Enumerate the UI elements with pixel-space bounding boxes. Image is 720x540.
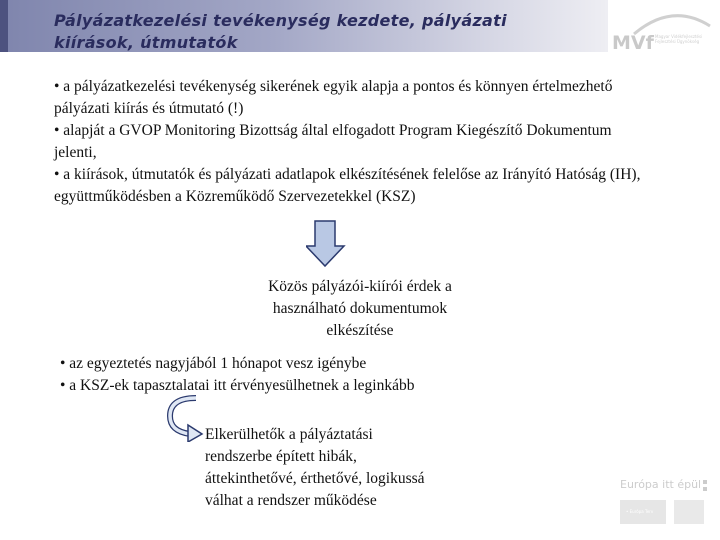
europa-badge-text: • Európa Terv xyxy=(626,509,654,514)
intro-bullets xyxy=(54,76,654,208)
center-line: használható dokumentumok xyxy=(272,300,448,317)
europa-logo-text: Európa itt épül xyxy=(620,478,702,491)
europa-squares-icon xyxy=(701,478,711,494)
center-line: Közös pályázói-kiírói érdek a xyxy=(268,278,452,295)
consultation-bullet: • az egyeztetés nagyjából 1 hónapot vesz igénybe xyxy=(60,355,367,372)
intro-bullet: • a pályázatkezelési tevékenység sikerének egyik alapja a pontos és könnyen értelmezhető pályázati kiírás és útmutató (!) xyxy=(54,78,613,117)
title-accent-bar xyxy=(0,0,8,52)
down-arrow-icon xyxy=(306,220,346,268)
outcome-line: Elkerülhetők a pályáztatási xyxy=(205,426,373,443)
slide-title: Pályázatkezelési tevékenység kezdete, pályázati kiírások, útmutatók xyxy=(54,11,507,52)
curved-arrow-icon xyxy=(166,394,206,442)
logo-mark: MVf xyxy=(612,32,654,54)
consultation-bullet: • a KSZ-ek tapasztalatai itt érvényesülhetnek a leginkább xyxy=(60,377,415,394)
common-interest-text xyxy=(220,276,500,342)
center-line: elkészítése xyxy=(326,322,394,339)
outcome-line: válhat a rendszer működése xyxy=(205,492,377,509)
intro-bullet: • alapját a GVOP Monitoring Bizottság által elfogadott Program Kiegészítő Dokumentum jelenti, xyxy=(54,122,612,161)
outcome-text xyxy=(205,424,465,512)
intro-bullet: • a kiírások, útmutatók és pályázati adatlapok elkészítésének felelőse az Irányító Hatóság (IH), együttműködésben a Közreműködő Szervezetekkel (KSZ) xyxy=(54,166,641,205)
europa-badge-secondary xyxy=(674,500,704,524)
logo-text: Magyar Vidékfejlesztési Fejlesztési Ügynökség xyxy=(655,34,703,44)
europa-badge xyxy=(620,500,666,524)
outcome-line: rendszerbe épített hibák, xyxy=(205,448,357,465)
mvf-logo xyxy=(612,6,716,56)
outcome-line: áttekinthetővé, érthetővé, logikussá xyxy=(205,470,425,487)
consultation-bullets xyxy=(60,353,620,397)
